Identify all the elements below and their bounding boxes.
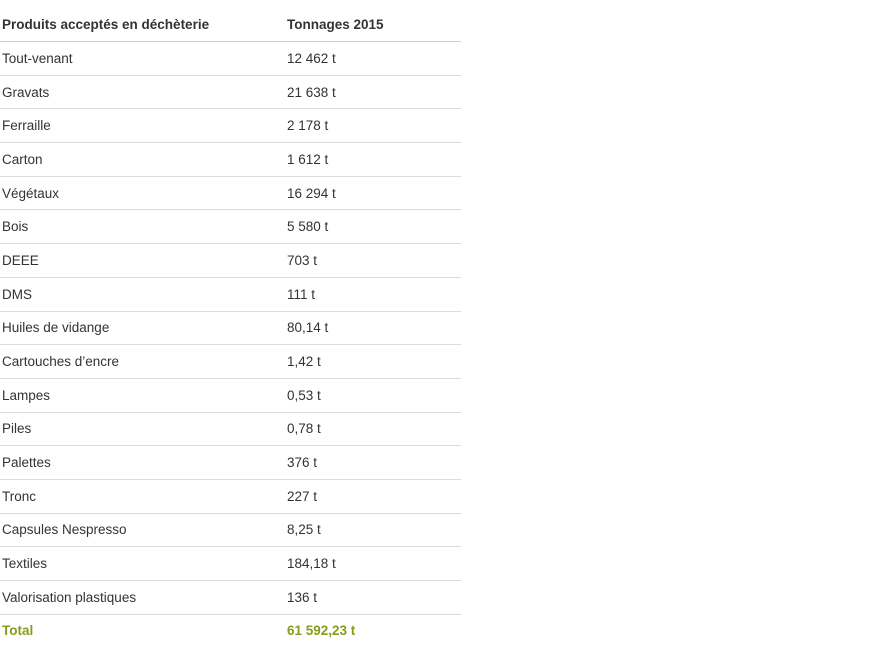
total-label: Total bbox=[2, 623, 34, 639]
product-cell: Carton bbox=[0, 143, 285, 177]
product-cell: Bois bbox=[0, 210, 285, 244]
table-row bbox=[0, 277, 461, 311]
table-row bbox=[0, 513, 461, 547]
product-cell: Ferraille bbox=[0, 109, 285, 143]
table-container bbox=[0, 8, 461, 647]
table-row bbox=[0, 143, 461, 177]
tonnage-cell: 2 178 t bbox=[285, 109, 461, 143]
table-row bbox=[0, 446, 461, 480]
header-row bbox=[0, 8, 461, 42]
table-row bbox=[0, 412, 461, 446]
product-cell: Tronc bbox=[0, 479, 285, 513]
table-row bbox=[0, 244, 461, 278]
tonnage-cell: 16 294 t bbox=[285, 176, 461, 210]
tonnage-cell: 1 612 t bbox=[285, 143, 461, 177]
product-cell: Lampes bbox=[0, 378, 285, 412]
table-row bbox=[0, 581, 461, 615]
product-cell: Palettes bbox=[0, 446, 285, 480]
header-product: Produits acceptés en déchèterie bbox=[0, 8, 285, 42]
tonnage-cell: 376 t bbox=[285, 446, 461, 480]
table-row bbox=[0, 479, 461, 513]
tonnage-cell: 0,53 t bbox=[285, 378, 461, 412]
header-tonnage: Tonnages 2015 bbox=[285, 8, 461, 42]
total-value: 61 592,23 t bbox=[287, 623, 356, 639]
table-row bbox=[0, 547, 461, 581]
product-cell: Valorisation plastiques bbox=[0, 581, 285, 615]
tonnage-cell: 80,14 t bbox=[285, 311, 461, 345]
tonnage-cell: 111 t bbox=[285, 277, 461, 311]
total-row bbox=[0, 614, 461, 647]
table-row bbox=[0, 75, 461, 109]
tonnage-cell: 184,18 t bbox=[285, 547, 461, 581]
table-row bbox=[0, 378, 461, 412]
table-row bbox=[0, 311, 461, 345]
tonnage-cell: 227 t bbox=[285, 479, 461, 513]
product-cell: DEEE bbox=[0, 244, 285, 278]
tonnage-cell: 0,78 t bbox=[285, 412, 461, 446]
product-cell: Piles bbox=[0, 412, 285, 446]
tonnage-table bbox=[0, 8, 461, 647]
tonnage-cell: 1,42 t bbox=[285, 345, 461, 379]
product-cell: DMS bbox=[0, 277, 285, 311]
table-row bbox=[0, 345, 461, 379]
product-cell: Capsules Nespresso bbox=[0, 513, 285, 547]
product-cell: Textiles bbox=[0, 547, 285, 581]
table-row bbox=[0, 210, 461, 244]
table-row bbox=[0, 42, 461, 76]
tonnage-cell: 703 t bbox=[285, 244, 461, 278]
table-row bbox=[0, 176, 461, 210]
tonnage-cell: 136 t bbox=[285, 581, 461, 615]
product-cell: Végétaux bbox=[0, 176, 285, 210]
tonnage-cell: 8,25 t bbox=[285, 513, 461, 547]
tonnage-cell: 5 580 t bbox=[285, 210, 461, 244]
tonnage-cell: 21 638 t bbox=[285, 75, 461, 109]
table-row bbox=[0, 109, 461, 143]
product-cell: Cartouches d’encre bbox=[0, 345, 285, 379]
product-cell: Huiles de vidange bbox=[0, 311, 285, 345]
product-cell: Gravats bbox=[0, 75, 285, 109]
tonnage-cell: 12 462 t bbox=[285, 42, 461, 76]
product-cell: Tout-venant bbox=[0, 42, 285, 76]
